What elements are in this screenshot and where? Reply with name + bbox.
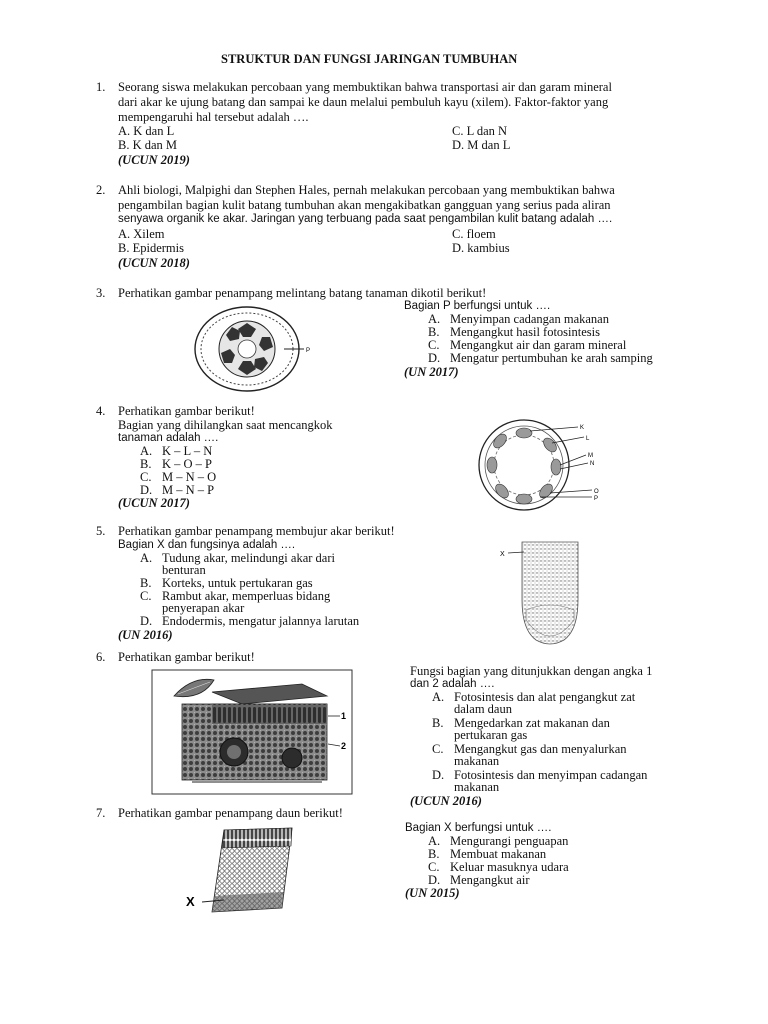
leaf-tissue-block-figure bbox=[152, 670, 352, 794]
question-text: Ahli biologi, Malpighi dan Stephen Hales, pernah melakukan percobaan yang membuktikan bahwa bbox=[118, 183, 615, 197]
source-tag: (UCUN 2016) bbox=[410, 794, 482, 808]
option-c-letter: C. bbox=[140, 589, 152, 603]
leaf-cross-section-figure bbox=[182, 826, 332, 918]
option-d-letter: D. bbox=[428, 873, 441, 887]
option-d-cont: makanan bbox=[454, 780, 500, 794]
option-c-letter: C. bbox=[140, 470, 152, 484]
option-c-letter: C. bbox=[428, 860, 440, 874]
question-text: Perhatikan gambar berikut! bbox=[118, 650, 255, 664]
option-a-cont: dalam daun bbox=[454, 702, 512, 716]
figure-label-x: X bbox=[500, 551, 505, 558]
option-b-letter: B. bbox=[432, 716, 444, 730]
source-tag: (UCUN 2017) bbox=[118, 496, 190, 510]
question-number: 1. bbox=[96, 80, 106, 94]
source-tag: (UCUN 2018) bbox=[118, 256, 190, 270]
page-title: STRUKTUR DAN FUNGSI JARINGAN TUMBUHAN bbox=[221, 52, 518, 66]
option-d[interactable]: Mengangkut air bbox=[450, 873, 530, 887]
question-text: mempengaruhi hal tersebut adalah …. bbox=[118, 110, 309, 124]
question-text: Bagian X dan fungsinya adalah …. bbox=[118, 539, 296, 551]
question-text: Perhatikan gambar penampang melintang batang tanaman dikotil berikut! bbox=[118, 286, 487, 300]
option-c[interactable]: M – N – O bbox=[162, 470, 217, 484]
figure-label-l: L bbox=[586, 436, 590, 442]
option-c-letter: C. bbox=[432, 742, 444, 756]
source-tag: (UN 2015) bbox=[405, 886, 460, 900]
option-a-letter: A. bbox=[428, 834, 441, 848]
option-a[interactable]: K – L – N bbox=[162, 444, 213, 458]
figure-label-x: X bbox=[186, 894, 195, 909]
option-a[interactable]: Tudung akar, melindungi akar dari bbox=[162, 551, 335, 565]
option-d[interactable]: M – N – P bbox=[162, 483, 215, 497]
question-text: Seorang siswa melakukan percobaan yang membuktikan bahwa transportasi air dan garam mineral bbox=[118, 80, 612, 94]
figure-label-1: 1 bbox=[341, 711, 347, 721]
question-number: 3. bbox=[96, 286, 106, 300]
option-d[interactable]: D. M dan L bbox=[452, 138, 511, 152]
option-a[interactable]: A. Xilem bbox=[118, 227, 165, 241]
option-d[interactable]: Fotosintesis dan menyimpan cadangan bbox=[454, 768, 648, 782]
option-c[interactable]: Mengangkut gas dan menyalurkan bbox=[454, 742, 627, 756]
option-d-letter: D. bbox=[432, 768, 445, 782]
option-b[interactable]: B. K dan M bbox=[118, 138, 178, 152]
option-a-letter: A. bbox=[140, 551, 153, 565]
option-a[interactable]: Menyimpan cadangan makanan bbox=[450, 312, 609, 326]
question-text: pengambilan bagian kulit batang tumbuhan akan mengakibatkan gangguan yang serius pada aliran bbox=[118, 198, 611, 212]
question-text: senyawa organik ke akar. Jaringan yang terbuang pada saat pengambilan kulit batang adalah …. bbox=[118, 213, 613, 225]
question-number: 2. bbox=[96, 183, 106, 197]
question-number: 5. bbox=[96, 524, 106, 538]
option-d[interactable]: Endodermis, mengatur jalannya larutan bbox=[162, 614, 360, 628]
option-a[interactable]: Fotosintesis dan alat pengangkut zat bbox=[454, 690, 636, 704]
source-tag: (UCUN 2019) bbox=[118, 153, 190, 167]
question-prompt: Bagian X berfungsi untuk …. bbox=[405, 822, 552, 834]
question-number: 6. bbox=[96, 650, 106, 664]
option-c[interactable]: C. L dan N bbox=[452, 124, 508, 138]
question-text: dari akar ke ujung batang dan sampai ke daun melalui pembuluh kayu (xilem). Faktor-faktor yang bbox=[118, 95, 609, 109]
option-c[interactable]: Rambut akar, memperluas bidang bbox=[162, 589, 331, 603]
question-text: Bagian yang dihilangkan saat mencangkok bbox=[118, 418, 333, 432]
source-tag: (UN 2016) bbox=[118, 628, 173, 642]
option-b-letter: B. bbox=[428, 847, 440, 861]
figure-label-m: M bbox=[588, 453, 593, 459]
stem-labeled-figure bbox=[474, 415, 609, 515]
option-d-letter: D. bbox=[428, 351, 441, 365]
option-a[interactable]: A. K dan L bbox=[118, 124, 175, 138]
option-b[interactable]: K – O – P bbox=[162, 457, 213, 471]
figure-label-p: P bbox=[594, 496, 599, 502]
question-number: 4. bbox=[96, 404, 106, 418]
option-d-letter: D. bbox=[140, 483, 153, 497]
option-c[interactable]: C. floem bbox=[452, 227, 496, 241]
option-c-cont: penyerapan akar bbox=[162, 601, 245, 615]
option-b-letter: B. bbox=[428, 325, 440, 339]
question-prompt-cont: dan 2 adalah …. bbox=[410, 678, 495, 690]
option-b-letter: B. bbox=[140, 576, 152, 590]
option-d[interactable]: Mengatur pertumbuhan ke arah samping bbox=[450, 351, 653, 365]
option-b[interactable]: Membuat makanan bbox=[450, 847, 547, 861]
option-c[interactable]: Mengangkut air dan garam mineral bbox=[450, 338, 627, 352]
option-a-letter: A. bbox=[432, 690, 445, 704]
option-d[interactable]: D. kambius bbox=[452, 241, 510, 255]
option-b[interactable]: Mengangkut hasil fotosintesis bbox=[450, 325, 600, 339]
option-b[interactable]: B. Epidermis bbox=[118, 241, 184, 255]
figure-label-2: 2 bbox=[341, 741, 347, 751]
question-text: Perhatikan gambar penampang membujur akar berikut! bbox=[118, 524, 395, 538]
question-number: 7. bbox=[96, 806, 106, 820]
option-b-cont: pertukaran gas bbox=[454, 728, 528, 742]
figure-label-p: P bbox=[306, 348, 311, 354]
question-text: Perhatikan gambar penampang daun berikut! bbox=[118, 806, 343, 820]
option-b-letter: B. bbox=[140, 457, 152, 471]
option-b[interactable]: Korteks, untuk pertukaran gas bbox=[162, 576, 313, 590]
figure-label-o: O bbox=[594, 489, 599, 495]
question-prompt: Bagian P berfungsi untuk …. bbox=[404, 300, 551, 312]
question-prompt: Fungsi bagian yang ditunjukkan dengan angka 1 bbox=[410, 664, 653, 678]
question-text: Perhatikan gambar berikut! bbox=[118, 404, 255, 418]
stem-cross-section-figure bbox=[192, 303, 322, 395]
option-c-letter: C. bbox=[428, 338, 440, 352]
option-c-cont: makanan bbox=[454, 754, 500, 768]
question-text: tanaman adalah …. bbox=[118, 432, 219, 444]
source-tag: (UN 2017) bbox=[404, 365, 459, 379]
root-longitudinal-figure bbox=[500, 540, 590, 652]
option-a-cont: benturan bbox=[162, 563, 206, 577]
option-a-letter: A. bbox=[140, 444, 153, 458]
option-b[interactable]: Mengedarkan zat makanan dan bbox=[454, 716, 610, 730]
option-c[interactable]: Keluar masuknya udara bbox=[450, 860, 569, 874]
figure-label-n: N bbox=[590, 461, 595, 467]
figure-label-k: K bbox=[580, 425, 585, 431]
option-a-letter: A. bbox=[428, 312, 441, 326]
option-a[interactable]: Mengurangi penguapan bbox=[450, 834, 569, 848]
option-d-letter: D. bbox=[140, 614, 153, 628]
